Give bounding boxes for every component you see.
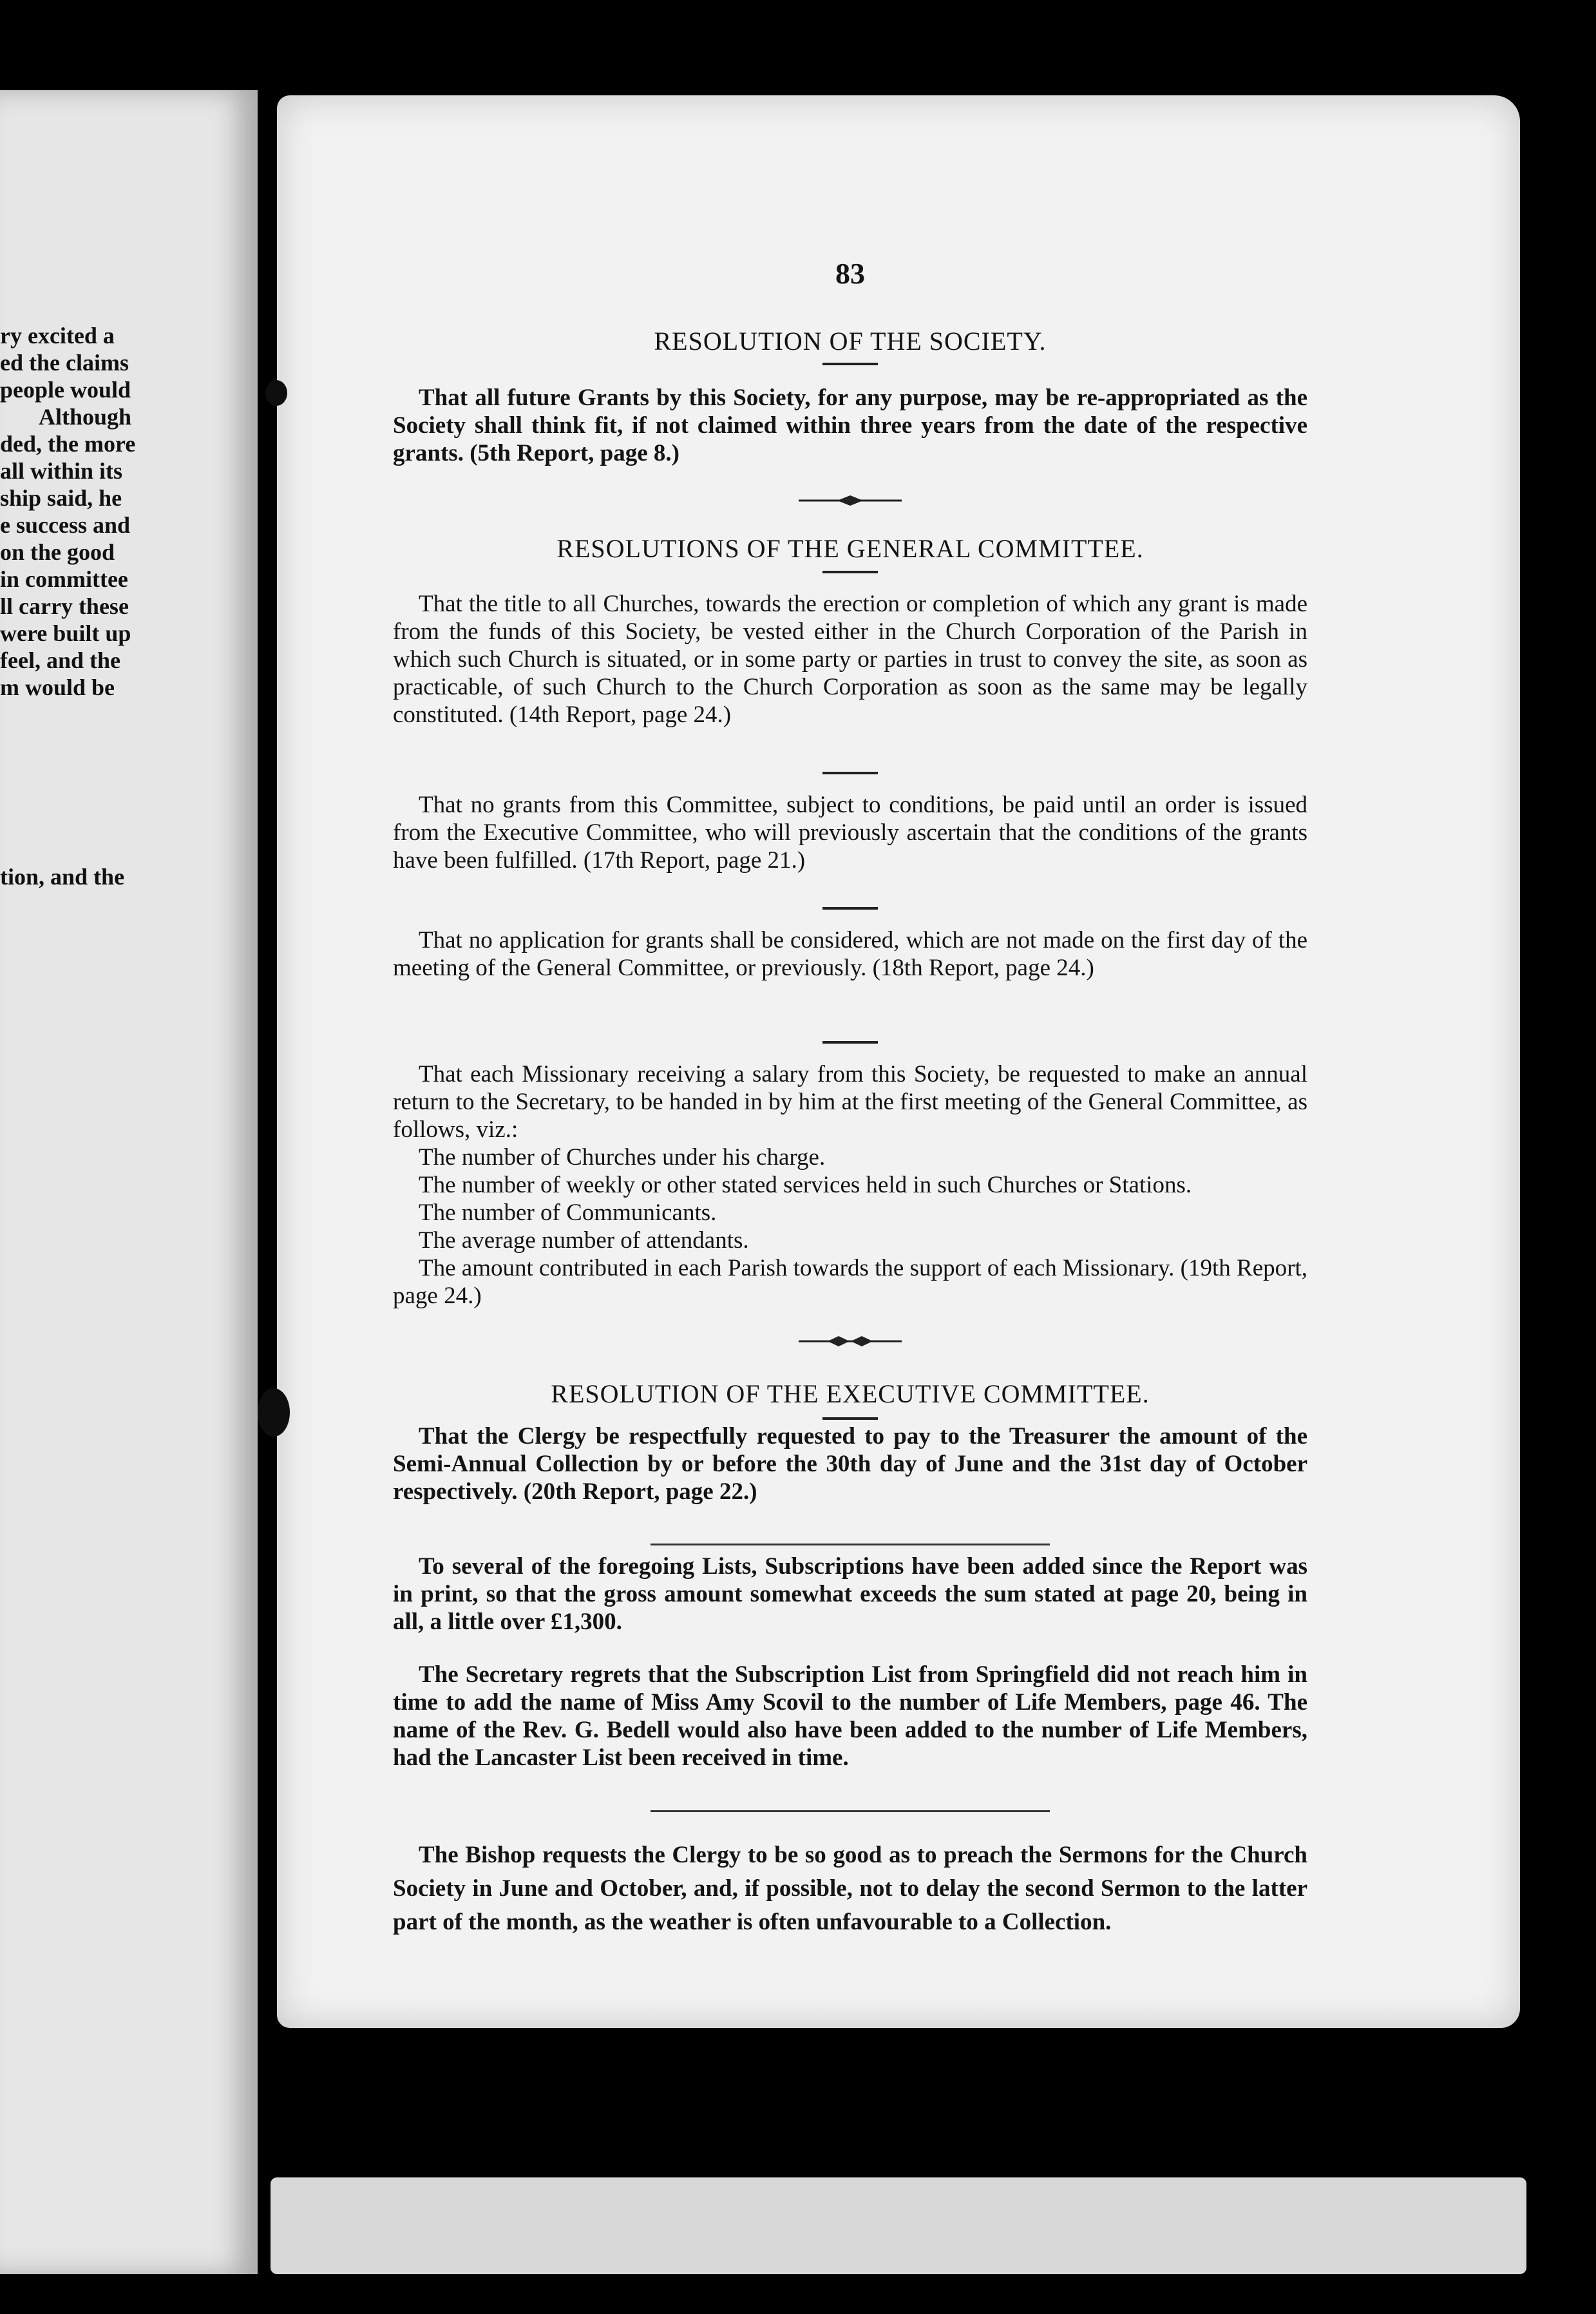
- list-item: The number of Churches under his charge.: [419, 1144, 826, 1171]
- heading-rule: [822, 571, 878, 573]
- facing-page-line: e success and: [0, 512, 131, 538]
- facing-page-line: ed the claims: [0, 350, 129, 376]
- paragraph-text: To several of the foregoing Lists, Subscriptions have been added since the Report was in print, so that the gross amount somewhat exceeds the sum stated at page 20, being in all, a little over £1,300.: [393, 1553, 1307, 1635]
- text-column: [393, 95, 1307, 2028]
- document-page: [277, 95, 1520, 2028]
- facing-page-line: Although: [39, 404, 132, 430]
- paragraph-rule: [822, 1041, 878, 1044]
- section-heading: RESOLUTIONS OF THE GENERAL COMMITTEE.: [556, 534, 1144, 563]
- section-heading: RESOLUTION OF THE SOCIETY.: [654, 327, 1047, 356]
- facing-page-line: ship said, he: [0, 485, 122, 511]
- paragraph: [393, 1060, 1307, 1310]
- paragraph: [393, 1553, 1307, 1636]
- paragraph-text: That no application for grants shall be considered, which are not made on the first day of the meeting of the General Committee, or previously. (18th Report, page 24.): [393, 927, 1307, 981]
- facing-page-line: ded, the more: [0, 431, 136, 457]
- ornament-divider: [799, 1335, 902, 1347]
- paragraph: [393, 926, 1307, 982]
- facing-page-line: feel, and the: [0, 647, 120, 673]
- facing-page-line: were built up: [0, 620, 131, 646]
- paragraph-rule: [822, 772, 878, 774]
- list-item: The average number of attendants.: [419, 1227, 749, 1254]
- paragraph-text: That no grants from this Committee, subject to conditions, be paid until an order is issued from the Executive Committee, who will previously ascertain that the conditions of the grants have been fulfilled. (17th Report, page 21.): [393, 792, 1307, 874]
- section-rule: [651, 1544, 1050, 1545]
- facing-page-line: tion, and the: [0, 864, 125, 890]
- facing-page-line: in committee: [0, 566, 128, 592]
- facing-page: [0, 90, 258, 2274]
- paragraph: [393, 384, 1307, 467]
- paragraph: [393, 1661, 1307, 1772]
- paragraph: [393, 590, 1307, 729]
- page-number: 83: [835, 257, 865, 290]
- facing-page-line: ll carry these: [0, 593, 129, 619]
- paragraph-text: That each Missionary receiving a salary from this Society, be requested to make an annual return to the Secretary, to be handed in by him at the first meeting of the General Committee, as follows, viz.:: [393, 1061, 1307, 1143]
- paragraph: [393, 1422, 1307, 1506]
- heading-rule: [822, 363, 878, 365]
- facing-page-line: ry excited a: [0, 323, 115, 349]
- list-item: The amount contributed in each Parish towards the support of each Missionary. (19th Report, page 24.): [393, 1255, 1307, 1309]
- paragraph: [393, 791, 1307, 874]
- paragraph-text: That the title to all Churches, towards the erection or completion of which any grant is made from the funds of this Society, be vested either in the Church Corporation of the Parish in which such Church is situated, or in some party or parties in trust to convey the site, as soon as practicable, of such Church to the Church Corporation as soon as the same may be legally constituted. (14th Report, page 24.): [393, 591, 1307, 728]
- paragraph-text: That all future Grants by this Society, for any purpose, may be re-appropriated as the Society shall think fit, if not claimed within three years from the date of the respective grants. (5th Report, page 8.): [393, 385, 1307, 466]
- paragraph: [393, 1839, 1307, 1939]
- list-item: The number of weekly or other stated services held in such Churches or Stations.: [419, 1172, 1192, 1198]
- section-rule: [651, 1810, 1050, 1812]
- facing-page-line: m would be: [0, 674, 115, 700]
- heading-rule: [822, 1417, 878, 1420]
- ornament-divider: [799, 495, 902, 506]
- facing-page-line: people would: [0, 377, 131, 403]
- binding-blot: [265, 380, 287, 406]
- paragraph-text: The Secretary regrets that the Subscription List from Springfield did not reach him in time to add the name of Miss Amy Scovil to the number of Life Members, page 46. The name of the Rev. G. Bedell would also have been added to the number of Life Members, had the Lancaster List been received in time.: [393, 1661, 1307, 1771]
- paragraph-text: The Bishop requests the Clergy to be so good as to preach the Sermons for the Church Society in June and October, and, if possible, not to delay the second Sermon to the latter part of the month, as the weather is often unfavourable to a Collection.: [393, 1842, 1307, 1935]
- page-edge: [271, 2177, 1526, 2274]
- list-item: The number of Communicants.: [419, 1200, 717, 1226]
- facing-page-line: on the good: [0, 539, 115, 565]
- paragraph-rule: [822, 907, 878, 910]
- facing-page-line: all within its: [0, 458, 123, 484]
- section-heading: RESOLUTION OF THE EXECUTIVE COMMITTEE.: [551, 1379, 1150, 1408]
- paragraph-text: That the Clergy be respectfully requested to pay to the Treasurer the amount of the Semi-Annual Collection by or before the 30th day of June and the 31st day of October respectively. (20th Report, page 22.): [393, 1423, 1307, 1505]
- binding-blot: [258, 1388, 290, 1437]
